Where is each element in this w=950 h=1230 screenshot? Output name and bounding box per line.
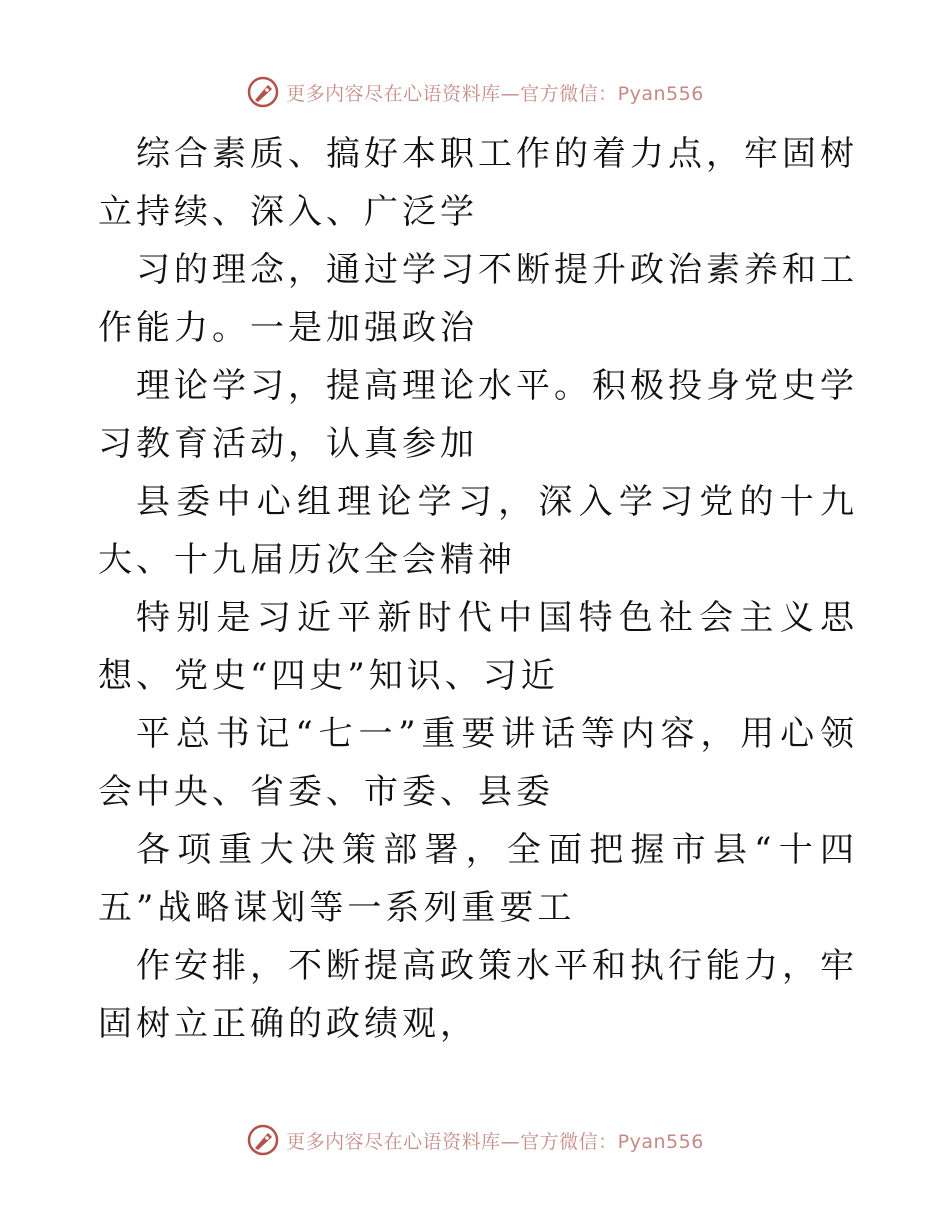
paragraph-line: 作安排，不断提高政策水平和执行能力，牢固树立正确的政绩观， [98, 946, 858, 1044]
paragraph-line: 理论学习，提高理论水平。积极投身党史学习教育活动，认真参加 [98, 366, 858, 464]
paragraph-line: 习的理念，通过学习不断提升政治素养和工作能力。一是加强政治 [98, 250, 858, 348]
paragraph-line: 综合素质、搞好本职工作的着力点，牢固树立持续、深入、广泛学 [98, 134, 858, 232]
paragraph-line: 各项重大决策部署，全面把握市县“十四五”战略谋划等一系列重要工 [98, 830, 858, 928]
pen-nib-circle-icon [246, 1123, 280, 1157]
watermark-text: 更多内容尽在心语资料库—官方微信：Pyan556 [286, 82, 704, 105]
document-body [98, 125, 858, 1053]
paragraph-line: 平总书记“七一”重要讲话等内容，用心领会中央、省委、市委、县委 [98, 714, 858, 812]
watermark-text: 更多内容尽在心语资料库—官方微信：Pyan556 [286, 1130, 704, 1153]
pen-nib-circle-icon [246, 75, 280, 109]
paragraph-line: 特别是习近平新时代中国特色社会主义思想、党史“四史”知识、习近 [98, 598, 858, 696]
footer-watermark [0, 1120, 950, 1160]
paragraph-line: 县委中心组理论学习，深入学习党的十九大、十九届历次全会精神 [98, 482, 858, 580]
header-watermark [0, 72, 950, 112]
